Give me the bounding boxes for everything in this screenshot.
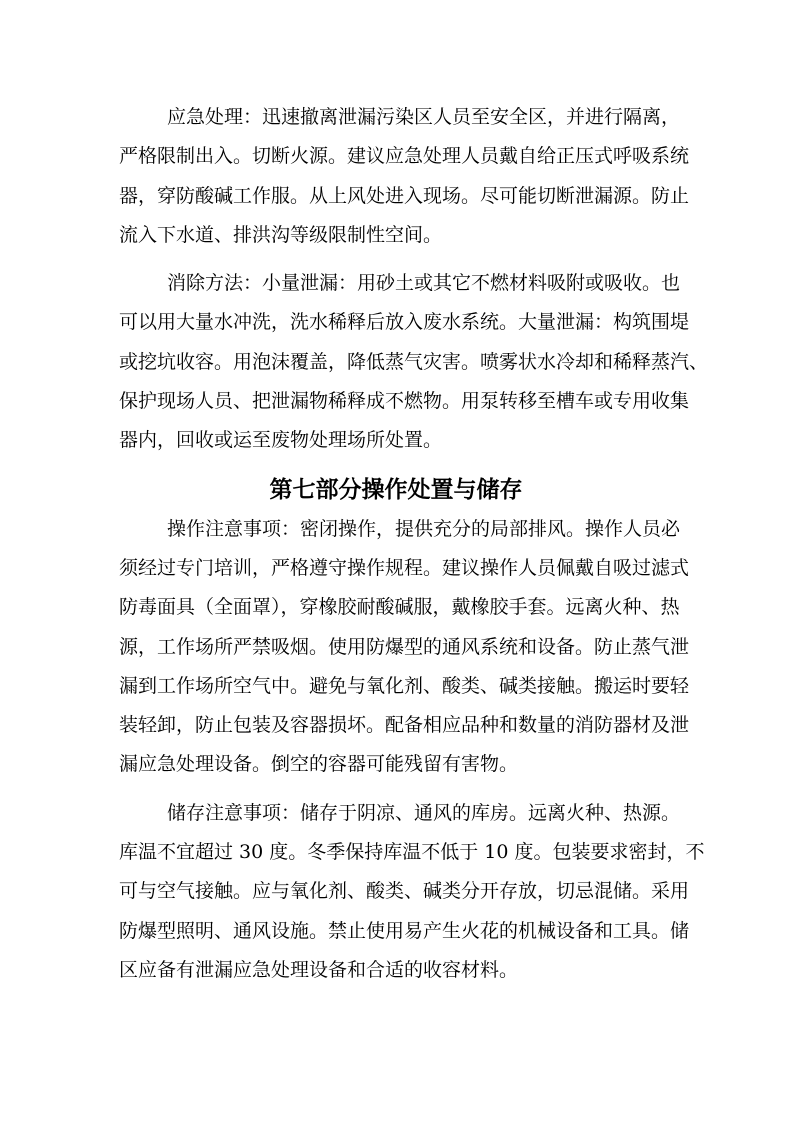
text-line: 或挖坑收容。用泡沫覆盖，降低蒸气灾害。喷雾状水冷却和稀释蒸汽、 xyxy=(119,350,709,373)
text-line: 可与空气接触。应与氧化剂、酸类、碱类分开存放，切忌混储。采用 xyxy=(119,880,690,903)
paragraph-operation-notes xyxy=(119,510,690,785)
paragraph-elimination-method xyxy=(119,264,709,460)
text-line: 可以用大量水冲洗，洗水稀释后放入废水系统。大量泄漏：构筑围堤 xyxy=(119,311,690,334)
text-line: 储存注意事项：储存于阴凉、通风的库房。远离火种、热源。 xyxy=(167,801,681,824)
text-line: 器，穿防酸碱工作服。从上风处进入现场。尽可能切断泄漏源。防止 xyxy=(119,184,690,207)
text-line: 须经过专门培训，严格遵守操作规程。建议操作人员佩戴自吸过滤式 xyxy=(119,556,690,579)
text-line: 保护现场人员、把泄漏物稀释成不燃物。用泵转移至槽车或专用收集 xyxy=(119,390,690,413)
text-line: 应急处理：迅速撤离泄漏污染区人员至安全区，并进行隔离， xyxy=(167,106,681,128)
paragraph-emergency-response xyxy=(119,98,690,255)
text-line: 操作注意事项：密闭操作，提供充分的局部排风。操作人员必 xyxy=(167,517,681,540)
document-page xyxy=(119,98,709,999)
paragraph-storage-notes xyxy=(119,794,705,990)
text-line: 区应备有泄漏应急处理设备和合适的收容材料。 xyxy=(119,958,519,981)
text-line: 漏应急处理设备。倒空的容器可能残留有害物。 xyxy=(119,753,519,776)
text-line: 防爆型照明、通风设施。禁止使用易产生火花的机械设备和工具。储 xyxy=(119,919,690,942)
text-line: 防毒面具（全面罩），穿橡胶耐酸碱服，戴橡胶手套。远离火种、热 xyxy=(119,596,680,619)
text-line: 严格限制出入。切断火源。建议应急处理人员戴自给正压式呼吸系统 xyxy=(119,145,690,168)
section-heading: 第七部分操作处置与储存 xyxy=(269,476,523,503)
text-line: 流入下水道、排洪沟等级限制性空间。 xyxy=(119,223,443,246)
text-line: 库温不宜超过 30 度。冬季保持库温不低于 10 度。包装要求密封，不 xyxy=(119,841,705,864)
text-line: 消除方法：小量泄漏：用砂土或其它不燃材料吸附或吸收。也 xyxy=(167,272,681,295)
text-line: 装轻卸，防止包装及容器损坏。配备相应品种和数量的消防器材及泄 xyxy=(119,714,690,737)
text-line: 漏到工作场所空气中。避免与氧化剂、酸类、碱类接触。搬运时要轻 xyxy=(119,674,690,697)
text-line: 源，工作场所严禁吸烟。使用防爆型的通风系统和设备。防止蒸气泄 xyxy=(119,635,690,658)
text-line: 器内，回收或运至废物处理场所处置。 xyxy=(119,429,443,452)
